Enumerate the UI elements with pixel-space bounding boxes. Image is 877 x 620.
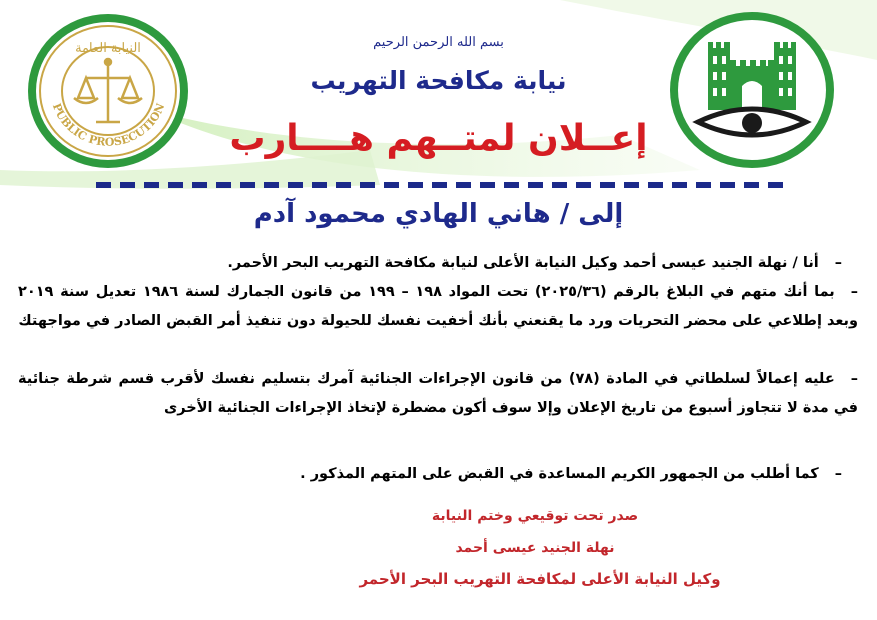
seal-text-bottom: PUBLIC PROSECUTION: [49, 101, 168, 149]
paragraph-3: [18, 365, 858, 423]
paragraph-4-text: كما أطلب من الجمهور الكريم المساعدة في القبض على المتهم المذكور .: [300, 466, 819, 482]
paragraph-3-text: عليه إعمالاً لسلطاتي في المادة (٧٨) من قانون الإجراءات الجنائية آمرك بتسليم نفسك لأقرب قسم شرطة جنائية في مدة لا تتجاوز أسبوع من تاريخ الإعلان وإلا سوف أكون مضطرة لإتخاذ الإجراءات الجنائية الأخرى: [18, 371, 858, 416]
addressee: إلى / هاني الهادي محمود آدم: [253, 199, 624, 229]
announcement-title: إعــلان لمتــهم هــــارب: [229, 118, 648, 159]
office-title: نيابة مكافحة التهريب: [310, 66, 567, 95]
paragraph-4: [42, 460, 842, 489]
signature-title: وكيل النيابة الأعلى لمكافحة التهريب البحر الأحمر: [359, 570, 721, 588]
bullet-dash: –: [850, 284, 858, 300]
bullet-dash: –: [834, 255, 842, 271]
signature-name: نهلة الجنيد عيسى أحمد: [455, 540, 615, 556]
dashed-divider: [96, 182, 786, 188]
basmala: بسم الله الرحمن الرحيم: [373, 35, 504, 50]
paragraph-2: [18, 278, 858, 336]
paragraph-1-text: أنا / نهلة الجنيد عيسى أحمد وكيل النيابة الأعلى لنيابة مكافحة التهريب البحر الأحمر.: [227, 255, 819, 271]
seal-text-top: النيابة العامة: [75, 41, 141, 56]
bullet-dash: –: [834, 466, 842, 482]
signature-line-1: صدر تحت توقيعي وختم النيابة: [431, 508, 639, 524]
paragraph-1: [42, 249, 842, 278]
bullet-dash: –: [850, 371, 858, 387]
paragraph-2-text: بما أنك متهم في البلاغ بالرقم (٢٠٢٥/٣٦) تحت المواد ١٩٨ – ١٩٩ من قانون الجمارك لسنة ١٩٨٦ تعديل سنة ٢٠١٩ وبعد إطلاعي على محضر التحريات ورد ما يقنعني بأنك أخفيت نفسك للحيولة دون تنفيذ أمر القبض الصادر في مواجهتك: [18, 284, 858, 329]
